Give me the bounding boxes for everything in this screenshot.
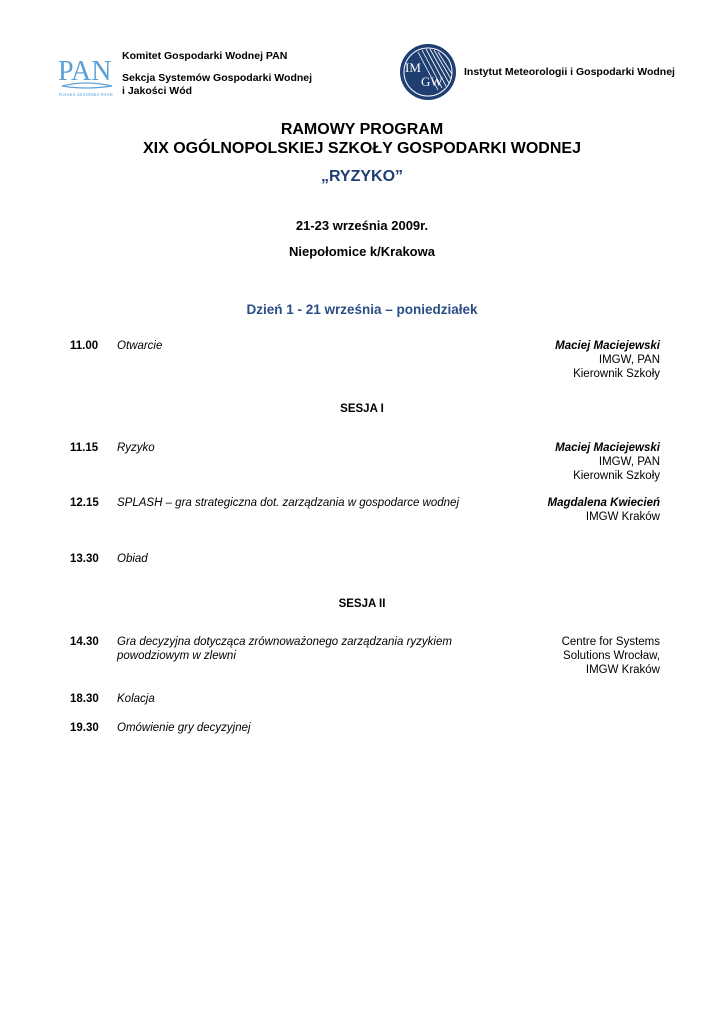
row-speaker: [562, 635, 660, 677]
speaker-org-location: Solutions Wrocław,: [563, 650, 660, 662]
row-time: 14.30: [70, 636, 99, 648]
imgw-logo-bottom: GW: [421, 74, 443, 89]
row-time: 13.30: [70, 553, 99, 565]
speaker-name: Maciej Maciejewski: [555, 442, 660, 454]
day-heading: Dzień 1 - 21 września – poniedziałek: [246, 302, 478, 317]
row-time: 12.15: [70, 497, 99, 509]
speaker-affiliation: IMGW, PAN: [598, 456, 660, 468]
row-topic: Otwarcie: [117, 340, 163, 352]
row-topic: Obiad: [117, 553, 148, 565]
pan-committee-name: Komitet Gospodarki Wodnej PAN: [122, 50, 288, 62]
program-title: RAMOWY PROGRAM: [280, 121, 444, 138]
theme-title: „RYZYKO”: [320, 168, 404, 185]
pan-logo-subtext: POLSKA AKADEMIA NAUK: [59, 92, 113, 97]
speaker-name: Maciej Maciejewski: [555, 340, 660, 352]
speaker-affiliation: IMGW Kraków: [585, 664, 660, 676]
imgw-logo-top: IM: [405, 60, 421, 75]
speaker-name: Magdalena Kwiecień: [547, 497, 660, 509]
row-topic-line2: powodziowym w zlewni: [117, 650, 236, 662]
row-time: 11.15: [70, 442, 99, 454]
session-heading: SESJA II: [338, 598, 386, 610]
row-speaker: [548, 496, 660, 524]
pan-section-name-line2: i Jakości Wód: [122, 85, 193, 97]
imgw-logo: [398, 42, 458, 102]
session-heading: SESJA I: [340, 403, 384, 415]
school-title: XIX OGÓLNOPOLSKIEJ SZKOŁY GOSPODARKI WODNEJ: [143, 140, 581, 157]
pan-logo: [56, 50, 118, 100]
speaker-role: Kierownik Szkoły: [573, 470, 660, 482]
pan-committee-info: [122, 50, 312, 98]
speaker-org: Centre for Systems: [561, 636, 660, 648]
event-place: Niepołomice k/Krakowa: [289, 244, 435, 259]
row-topic: [117, 635, 457, 663]
speaker-role: Kierownik Szkoły: [573, 368, 660, 380]
row-speaker: [555, 441, 660, 483]
speaker-affiliation: IMGW, PAN: [598, 354, 660, 366]
row-time: 18.30: [70, 693, 99, 705]
event-dates: 21-23 września 2009r.: [295, 218, 429, 233]
pan-section-name-line1: Sekcja Systemów Gospodarki Wodnej: [122, 72, 313, 84]
row-time: 19.30: [70, 722, 99, 734]
imgw-institute-name: Instytut Meteorologii i Gospodarki Wodnej: [464, 66, 675, 78]
row-topic: Ryzyko: [117, 442, 155, 454]
row-topic: Omówienie gry decyzyjnej: [117, 722, 251, 734]
speaker-affiliation: IMGW Kraków: [585, 511, 660, 523]
row-topic: SPLASH – gra strategiczna dot. zarządzania w gospodarce wodnej: [117, 497, 460, 509]
row-time: 11.00: [70, 340, 99, 352]
row-topic-line1: Gra decyzyjna dotycząca zrównoważonego zarządzania ryzykiem: [117, 636, 452, 648]
row-speaker: [555, 339, 660, 381]
pan-logo-letters: PAN: [58, 56, 112, 87]
row-topic: Kolacja: [117, 693, 155, 705]
